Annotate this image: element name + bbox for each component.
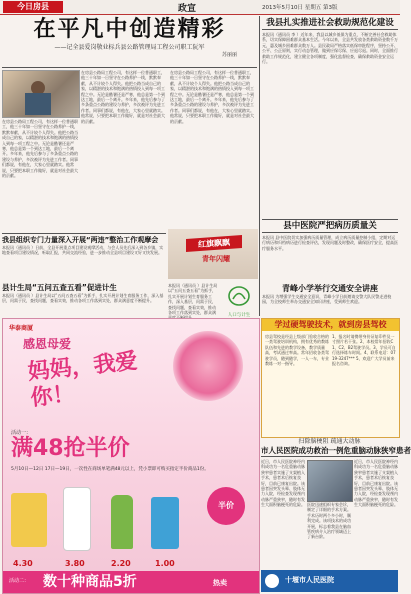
logo-caption: 人口与计生 [227, 313, 251, 318]
product-row [11, 487, 251, 557]
ad-bottom-label: 活动二： [9, 578, 30, 584]
right-mid-body: 本报讯 县中医院切实加强病历质量管理，成立病历质量控制小组，定期对运行病历和归档病历进行检查评估，发现问题及时整改，确保医疗安全，提高医疗服务水平。 [262, 235, 398, 251]
product-image-2 [63, 487, 91, 551]
bottom-kicker: 扫除脑梗阻 疏通大动脉 [298, 438, 361, 445]
hospital-logo-icon [265, 574, 279, 588]
ad-promo-dates: 5月10日—12日 17日—19日，一次性在商场单笔满48元以上，凭小票即可购买指定半价商品1份。 [11, 467, 209, 472]
lead-story-header [2, 17, 257, 67]
right-mid-headline: 县中医院严把病历质量关 [262, 219, 398, 233]
bottom-body-col1: 近日，市人民医院神经内科成功为一名危重脑动脉狭窄患者实施了支架植入手术，患者术后恢复良好，目前已康复出院。该患者因突发头晕、肢体无力入院，经检查发现颅内动脉严重狭窄，随时有发生大面积脑梗死的危险。 [261, 459, 305, 508]
product-image-4 [151, 497, 179, 549]
bottom-story [261, 438, 411, 592]
mid-left-story [2, 235, 166, 281]
product-image-1 [11, 493, 47, 547]
red-flag-banner [168, 229, 258, 279]
youth-body: 本报讯 为增强学生交通安全意识，青峰小学日前邀请交警大队民警走进校园，为全校师生举办交通安全知识讲座，受到师生欢迎。 [262, 294, 392, 305]
right-top-headline: 我县扎实推进社会救助规范化建设 [262, 17, 398, 30]
ad-bottom-promo: 数十种商品5折 [43, 574, 137, 590]
bottom-headline: 市人民医院成功救治一例危重脑动脉狭窄患者 [261, 446, 411, 455]
date-line: 2013年5月10日 星期五 第3版 [262, 5, 338, 11]
half-price-badge: 半价 [207, 487, 245, 525]
driving-ad-left-text: 房县驾校是经县上级部门验收合格的一类驾驶培训机构，拥有优秀的教练队伍和先进的教学设备，教学质量高，考试通过率高。常年招收各类驾驶学员，随到随学，一人一车，专业教练一对一指导。 [265, 334, 329, 367]
section-title: 政宣 [178, 4, 197, 14]
bottom-body-col3: 近日，市人民医院神经内科成功为一名危重脑动脉狭窄患者实施了支架植入手术，患者术后恢复良好，目前已康复出院。该患者因突发头晕、肢体无力入院，经检查发现颅内动脉严重狭窄，随时有发生大面积脑梗死的危险。 [354, 459, 398, 508]
lead-headline: 在平凡中创造精彩 [33, 17, 226, 42]
price-1: 4.30 [13, 559, 33, 568]
mid-center-body: 本报讯（通讯员 ）县计生局以“五问五查五看”为抓手，扎实开展计划生育服务工作，深入基层，问需于民，查找问题，查看实效，推动各项工作落到实处，群众满意度不断提升。 [2, 293, 164, 304]
driving-ad-right-text: 1、报名时请携带身份证复印件及一寸照片若干张。2、本校常年招收C1、C2、B2驾驶学员。3、学员可自行选择练车时间。4、联系电话：0719-3247*** 5、欢迎广大学员前来报名咨询。 [332, 334, 396, 367]
youth-headline: 青峰小学举行交通安全讲座 [282, 284, 378, 293]
price-row [11, 559, 251, 569]
newspaper-logo: 今日房县 [3, 1, 63, 13]
family-planning-logo [220, 284, 258, 316]
banner-line1: 红旗飘飘 [186, 235, 242, 252]
product-image-3 [111, 495, 133, 549]
hospital-name: 十堰市人民医院 [285, 576, 334, 584]
lead-body-col1: 在房县公路局工程公司，有这样一位普通职工，他三十年如一日坚守在公路养护一线，默默奉献，从不计较个人得失。他把公路当成自己的家，以精湛的技术和饱满的热情投入到每一项工程之中。无论是酷暑还是严寒，他总是第一个到达工地，最后一个离开。多年来，他先后参与了多条重点公路的建设与养护，多次被评为先进工作者。同事们都说，有他在，大家心里就踏实。他常说，只要把本职工作做好，就是对社会最大的贡献。 [2, 119, 78, 179]
price-2: 3.80 [65, 559, 85, 568]
bottom-body-col2: 医院迅速组织专家会诊，制定了详细的手术方案。手术历时两个多小时，顺利完成。该项技术的成功开展，标志着我县在脑血管疾病介入治疗领域迈上了新台阶。 [307, 502, 351, 540]
mid-center-story [2, 283, 166, 316]
mid-center-headline: 县计生局“五问五查五看”促进计生 [2, 283, 117, 292]
price-4: 1.00 [155, 559, 175, 568]
mothers-day-ad [2, 318, 260, 594]
lead-photo [2, 70, 80, 118]
right-top-story [262, 17, 398, 217]
ad-title: 妈妈，我爱你！ [26, 348, 139, 412]
hospital-footer [261, 570, 398, 592]
carnation-image [173, 331, 243, 401]
mid-left-body: 本报讯（通讯员 ）日前，全县开展重点项目建设观摩活动，与会人员先后深入到各乡镇，实地查看项目建设情况，听取汇报，共同交流经验，进一步推动全县项目建设又好又快发展。 [2, 245, 164, 256]
ad-bottom-tail: 热卖 [213, 579, 227, 587]
lead-body-col2: 在房县公路局工程公司，有这样一位普通职工，他三十年如一日坚守在公路养护一线，默默奉献，从不计较个人得失。他把公路当成自己的家，以精湛的技术和饱满的热情投入到每一项工程之中。无论是酷暑还是严寒，他总是第一个到达工地，最后一个离开。多年来，他先后参与了多条重点公路的建设与养护，多次被评为先进工作者。同事们都说，有他在，大家心里就踏实。他常说，只要把本职工作做好，就是对社会最大的贡献。 [81, 70, 165, 124]
ad-tagline: 感恩母爱 [23, 337, 72, 351]
ad-event-label: 活动一： [11, 430, 32, 436]
lead-byline: 苏丽丽 [221, 52, 237, 58]
masthead-bar [0, 0, 400, 15]
banner-line2: 青年闪耀 [202, 255, 230, 263]
youth-story [262, 283, 398, 316]
ad-promo-main: 满48抢半价 [11, 436, 130, 461]
mid-extra-body: 本报讯（通讯员 ）县计生局以“五问五查五看”为抓手，扎实开展计划生育服务工作，深入基层，问需于民，查找问题，查看实效，推动各项工作落到实处，群众满 [168, 283, 218, 316]
bottom-photo [307, 460, 353, 502]
driving-ad-title: 学过硬驾驶技术，就到房县驾校 [262, 319, 399, 331]
leaf-icon [220, 284, 258, 308]
right-mid-story [262, 219, 398, 281]
price-3: 2.20 [111, 559, 131, 568]
lead-subheadline: ——记全县爱岗敬业标兵县公路管理局工程公司职工阮军 [54, 44, 205, 51]
ad-bottom-strip [3, 571, 259, 593]
ad-brand: 华泰商厦 [9, 325, 34, 332]
driving-school-ad [261, 318, 400, 438]
mid-left-headline: 我县组织专门力量深入开展“两违”整治工作观摩会 [2, 236, 159, 244]
right-top-body: 本报讯（通讯员 李 ）近年来，我县以城乡低保为重点，不断完善社会救助体系，切实保障困难群众基本生活。今年以来，全县共发放各类救助资金数千万元，惠及城乡困难群众数万人。县民政局严格落实低保审批程序，坚持公开、公平、公正原则，实行动态管理，做到应保尽保、应退尽退。同时，全面推行救助工作规范化，建立健全各项制度，强化监督检查，确保救助资金安全运行。 [262, 32, 398, 65]
lead-body-col3: 在房县公路局工程公司，有这样一位普通职工，他三十年如一日坚守在公路养护一线，默默奉献，从不计较个人得失。他把公路当成自己的家，以精湛的技术和饱满的热情投入到每一项工程之中。无论是酷暑还是严寒，他总是第一个到达工地，最后一个离开。多年来，他先后参与了多条重点公路的建设与养护，多次被评为先进工作者。同事们都说，有他在，大家心里就踏实。他常说，只要把本职工作做好，就是对社会最大的贡献。 [170, 70, 254, 124]
